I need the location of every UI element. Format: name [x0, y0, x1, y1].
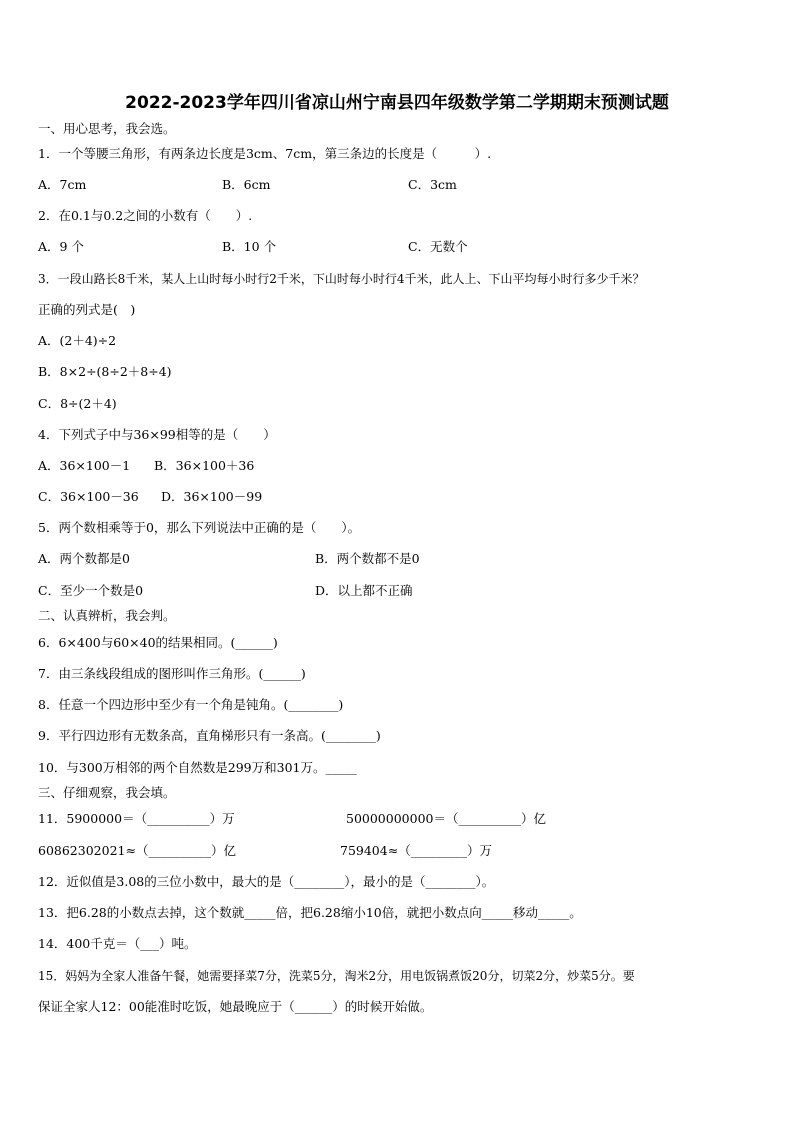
question-2-option-a: A．9 个	[38, 239, 84, 254]
question-3-option-a: A．(2＋4)÷2	[38, 333, 117, 348]
question-11-part-4: 759404≈（_________）万	[340, 843, 492, 858]
question-15: 15．妈妈为全家人准备午餐，她需要择菜7分，洗菜5分，淘米2分，用电饭锅煮饭20分，切菜2分，炒菜5分。要	[38, 969, 635, 983]
question-10: 10．与300万相邻的两个自然数是299万和301万。_____	[38, 760, 357, 775]
question-1-option-b: B．6cm	[222, 177, 271, 192]
question-5-option-b: B．两个数都不是0	[315, 551, 420, 566]
question-11-part-2: 50000000000＝（__________）亿	[346, 811, 546, 826]
question-9: 9．平行四边形有无数条高，直角梯形只有一条高。(________)	[38, 728, 381, 743]
question-4-option-c: C．36×100－36	[38, 489, 139, 504]
question-1-option-c: C．3cm	[408, 177, 457, 192]
question-7: 7．由三条线段组成的图形叫作三角形。(______)	[38, 666, 306, 681]
question-14: 14．400千克＝（___）吨。	[38, 936, 197, 951]
question-4-option-b: B．36×100＋36	[154, 458, 255, 473]
question-2-option-b: B．10 个	[222, 239, 277, 254]
question-4-stem: 4．下列式子中与36×99相等的是（ ）	[38, 427, 276, 442]
question-13: 13．把6.28的小数点去掉，这个数就_____倍，把6.28缩小10倍，就把小数点向_____移动_____。	[38, 905, 582, 920]
question-3-stem: 3．一段山路长8千米，某人上山时每小时行2千米，下山时每小时行4千米，此人上、下山平均每小时行多少千米？	[38, 272, 645, 286]
question-15-line2: 保证全家人12：00能准时吃饭，她最晚应于（______）的时候开始做。	[38, 999, 433, 1014]
question-5-option-c: C．至少一个数是0	[38, 583, 144, 598]
question-1-stem: 1．一个等腰三角形，有两条边长度是3cm、7cm，第三条边的长度是（ ）.	[38, 146, 492, 161]
section-2-heading: 二、认真辨析，我会判。	[38, 608, 176, 623]
question-2-stem: 2．在0.1与0.2之间的小数有（ ）.	[38, 208, 253, 223]
question-6: 6．6×400与60×40的结果相同。(______)	[38, 635, 278, 650]
question-5-option-d: D．以上都不正确	[315, 583, 413, 598]
question-4-option-d: D．36×100－99	[161, 489, 263, 504]
question-5-stem: 5．两个数相乘等于0，那么下列说法中正确的是（ ）。	[38, 520, 361, 535]
question-5-option-a: A．两个数都是0	[38, 551, 130, 566]
page-title: 2022-2023学年四川省凉山州宁南县四年级数学第二学期期末预测试题	[125, 93, 669, 113]
question-4-option-a: A．36×100－1	[38, 458, 131, 473]
question-11-part-1: 11．5900000＝（__________）万	[38, 811, 235, 826]
question-3-option-c: C．8÷(2＋4)	[38, 396, 117, 411]
question-3-option-b: B．8×2÷(8÷2＋8÷4)	[38, 364, 172, 379]
question-12: 12．近似值是3.08的三位小数中，最大的是（________），最小的是（________）。	[38, 874, 495, 889]
section-3-heading: 三、仔细观察，我会填。	[38, 785, 176, 800]
question-3-stem-line2: 正确的列式是( )	[38, 302, 136, 317]
question-2-option-c: C．无数个	[408, 239, 468, 254]
section-1-heading: 一、用心思考，我会选。	[38, 121, 176, 136]
question-11-part-3: 60862302021≈（__________）亿	[38, 843, 236, 858]
question-8: 8．任意一个四边形中至少有一个角是钝角。(________)	[38, 697, 344, 712]
question-1-option-a: A．7cm	[38, 177, 87, 192]
